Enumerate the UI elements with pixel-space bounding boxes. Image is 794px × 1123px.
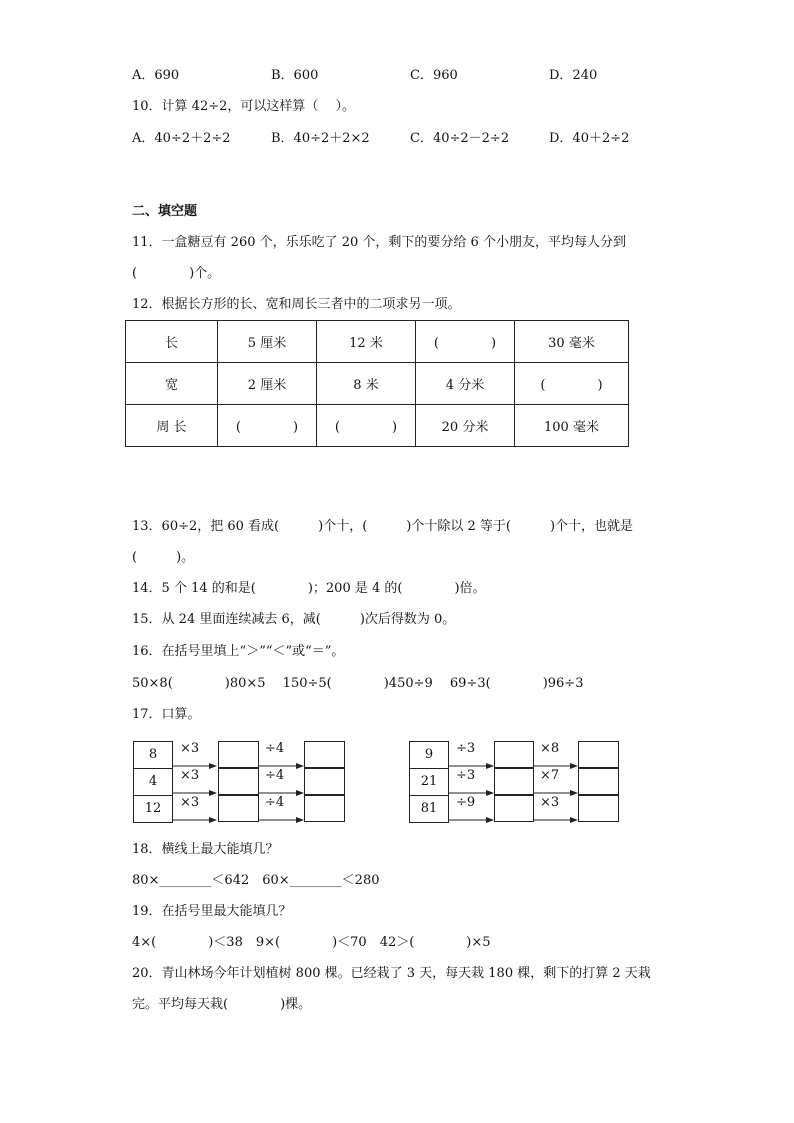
q16-stem: 16．在括号里填上“＞”“＜”或“＝”。 xyxy=(132,644,345,659)
answer-box[interactable] xyxy=(218,741,259,768)
start-box: 12 xyxy=(133,795,173,823)
q19-line: 4×( )＜38 9×( )＜70 42＞( )×5 xyxy=(132,935,491,950)
table-cell: 周 长 xyxy=(126,405,218,447)
q18-line: 80×________＜642 60×________＜280 xyxy=(132,873,380,888)
table-cell: 30 毫米 xyxy=(515,321,629,363)
table-cell: 12 米 xyxy=(317,321,416,363)
table-cell: 8 米 xyxy=(317,363,416,405)
q11-line2: ( )个。 xyxy=(132,266,221,281)
q9-option-d: D．240 xyxy=(549,68,598,83)
q10-option-c: C．40÷2－2÷2 xyxy=(410,131,510,146)
start-box: 21 xyxy=(409,768,449,796)
section-title: 二、填空题 xyxy=(132,204,198,219)
table-cell: 2 厘米 xyxy=(218,363,317,405)
q14: 14．5 个 14 的和是( )；200 是 4 的( )倍。 xyxy=(132,581,486,596)
table-cell: 4 分米 xyxy=(416,363,515,405)
start-box: 9 xyxy=(409,741,449,769)
answer-box[interactable] xyxy=(218,795,259,822)
table-cell: 100 毫米 xyxy=(515,405,629,447)
operator-label: ×3 xyxy=(180,795,200,810)
q9-option-a: A．690 xyxy=(132,68,180,83)
table-cell: 5 厘米 xyxy=(218,321,317,363)
answer-box[interactable] xyxy=(494,741,534,768)
table-cell[interactable]: ( ) xyxy=(218,405,317,447)
table-cell[interactable]: ( ) xyxy=(416,321,515,363)
q19-stem: 19．在括号里最大能填几？ xyxy=(132,904,292,919)
start-box: 4 xyxy=(133,768,173,796)
answer-box[interactable] xyxy=(578,768,619,795)
q11-line1: 11．一盒糖豆有 260 个，乐乐吃了 20 个，剩下的要分给 6 个小朋友，平均每人分到 xyxy=(132,235,626,250)
table-cell[interactable]: ( ) xyxy=(515,363,629,405)
q13-line1: 13．60÷2，把 60 看成( )个十，( )个十除以 2 等于( )个十，也就是 xyxy=(132,519,634,534)
q16-line: 50×8( )80×5 150÷5( )450÷9 69÷3( )96÷3 xyxy=(132,676,584,691)
operator-label: ×3 xyxy=(180,768,200,783)
table-cell: 宽 xyxy=(126,363,218,405)
q20-line2: 完。平均每天栽( )棵。 xyxy=(132,997,312,1012)
q9-option-c: C．960 xyxy=(410,68,458,83)
q20-line1: 20．青山林场今年计划植树 800 棵。已经栽了 3 天，每天栽 180 棵，剩下的打算 2 天栽 xyxy=(132,966,651,981)
operator-label: ÷4 xyxy=(265,768,285,783)
answer-box[interactable] xyxy=(218,768,259,795)
q10-option-b: B．40÷2＋2×2 xyxy=(271,131,370,146)
answer-box[interactable] xyxy=(304,795,345,822)
operator-label: ÷4 xyxy=(265,741,285,756)
start-box: 81 xyxy=(409,795,449,823)
operator-label: ×7 xyxy=(540,768,560,783)
operator-label: ÷4 xyxy=(265,795,285,810)
start-box: 8 xyxy=(133,741,173,769)
answer-box[interactable] xyxy=(494,768,534,795)
q10-stem: 10．计算 42÷2，可以这样算（ ）。 xyxy=(132,99,356,114)
table-cell[interactable]: ( ) xyxy=(317,405,416,447)
answer-box[interactable] xyxy=(578,795,619,822)
answer-box[interactable] xyxy=(494,795,534,822)
answer-box[interactable] xyxy=(304,741,345,768)
operator-label: ×3 xyxy=(180,741,200,756)
q10-option-d: D．40＋2÷2 xyxy=(549,131,630,146)
answer-box[interactable] xyxy=(578,741,619,768)
operator-label: ×8 xyxy=(540,741,560,756)
q10-option-a: A．40÷2＋2÷2 xyxy=(132,131,231,146)
operator-label: ÷9 xyxy=(456,795,476,810)
q12-stem: 12．根据长方形的长、宽和周长三者中的二项求另一项。 xyxy=(132,297,461,312)
q17-stem: 17．口算。 xyxy=(132,707,201,722)
q9-option-b: B．600 xyxy=(271,68,319,83)
operator-label: ÷3 xyxy=(456,741,476,756)
q18-stem: 18．横线上最大能填几？ xyxy=(132,842,279,857)
table-cell: 20 分米 xyxy=(416,405,515,447)
q15: 15．从 24 里面连续减去 6，减( )次后得数为 0。 xyxy=(132,612,456,627)
operator-label: ÷3 xyxy=(456,768,476,783)
operator-label: ×3 xyxy=(540,795,560,810)
answer-box[interactable] xyxy=(304,768,345,795)
q13-line2: ( )。 xyxy=(132,550,195,565)
table-cell: 长 xyxy=(126,321,218,363)
